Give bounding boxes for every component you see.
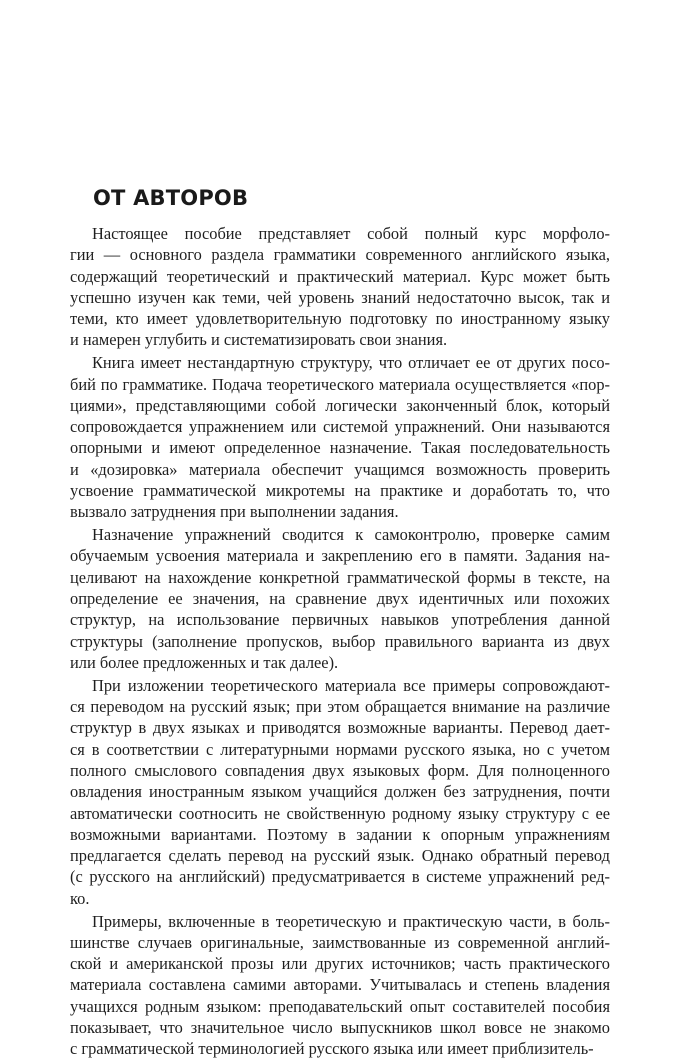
text-line: усвоение грамматической микротемы на практике и доработать то, что (70, 481, 610, 501)
text-line: сопровождается упражнением или системой упражнений. Они называются (70, 417, 610, 437)
text-line: вызвало затруднения при выполнении задания. (70, 502, 399, 522)
paragraph (70, 223, 610, 351)
text-line: обучаемым усвоения материала и закреплению его в памяти. Задания на- (70, 546, 610, 566)
text-line: гии — основного раздела грамматики современного английского языка, (70, 245, 610, 265)
section-heading: ОТ АВТОРОВ (93, 186, 249, 210)
text-line: учащихся родным языком: преподавательский опыт составителей пособия (70, 996, 610, 1016)
text-line: ской и американской прозы или других источников; часть практического (70, 954, 610, 974)
text-line: Назначение упражнений сводится к самоконтролю, проверке самим (92, 525, 610, 545)
paragraph (70, 911, 610, 1060)
text-line: опорными и имеют определенное назначение. Такая последовательность (70, 438, 610, 458)
paragraph (70, 675, 610, 909)
text-line: возможными вариантами. Поэтому в задании к опорным упражнениям (70, 824, 610, 844)
text-line: ся в соответствии с литературными нормами русского языка, но с учетом (70, 739, 610, 759)
text-line: и намерен углубить и систематизировать свои знания. (70, 330, 448, 350)
text-line: предлагается сделать перевод на русский язык. Однако обратный перевод (70, 846, 610, 866)
text-line: автоматически соотносить не свойственную родному языку структуру с ее (70, 803, 610, 823)
paragraph (70, 352, 610, 522)
text-line: структур в двух языках и приводятся возможные варианты. Перевод дает- (70, 718, 610, 738)
text-line: циями», представляющими собой логически законченный блок, который (70, 395, 610, 415)
text-line: (с русского на английский) предусматривается в системе упражнений ред- (70, 867, 610, 887)
body-text (70, 223, 610, 1061)
text-line: Настоящее пособие представляет собой полный курс морфоло- (92, 224, 610, 243)
text-line: материала составлена самими авторами. Учитывалась и степень владения (70, 975, 610, 995)
text-line: Книга имеет нестандартную структуру, что отличает ее от других посо- (92, 353, 610, 373)
text-line: Примеры, включенные в теоретическую и практическую части, в боль- (92, 911, 610, 931)
text-line: При изложении теоретического материала все примеры сопровождают- (92, 675, 610, 695)
text-line: полного смыслового совпадения двух языковых форм. Для полноценного (70, 760, 610, 780)
text-line: и «дозировка» материала обеспечит учащимся возможность проверить (70, 459, 610, 479)
text-line: или более предложенных и так далее). (70, 652, 339, 672)
text-line: содержащий теоретический и практический материал. Курс может быть (70, 266, 610, 286)
text-line: овладения иностранным языком учащийся должен без затруднения, почти (70, 782, 610, 802)
text-line: шинстве случаев оригинальные, заимствованные из современной англий- (70, 932, 610, 952)
text-line: структуры (заполнение пропусков, выбор правильного варианта из двух (70, 631, 610, 651)
text-line: теми, кто имеет удовлетворительную подготовку по иностранному языку (70, 309, 610, 329)
text-line: ко. (70, 888, 90, 908)
paragraph (70, 524, 610, 673)
text-line: целивают на нахождение конкретной грамматической формы в тексте, на (70, 567, 610, 587)
text-line: с грамматической терминологией русского языка или имеет приблизитель- (70, 1039, 594, 1059)
text-line: определение ее значения, на сравнение двух идентичных или похожих (70, 589, 610, 609)
text-line: показывает, что значительное число выпускников школ вовсе не знакомо (70, 1017, 610, 1037)
text-line: ся переводом на русский язык; при этом обращается внимание на различие (70, 697, 610, 717)
text-line: бий по грамматике. Подача теоретического материала осуществляется «пор- (70, 374, 610, 394)
text-line: структур, на использование первичных навыков употребления данной (70, 610, 610, 630)
text-line: успешно изучен как теми, чей уровень знаний недостаточно высок, так и (70, 287, 610, 307)
